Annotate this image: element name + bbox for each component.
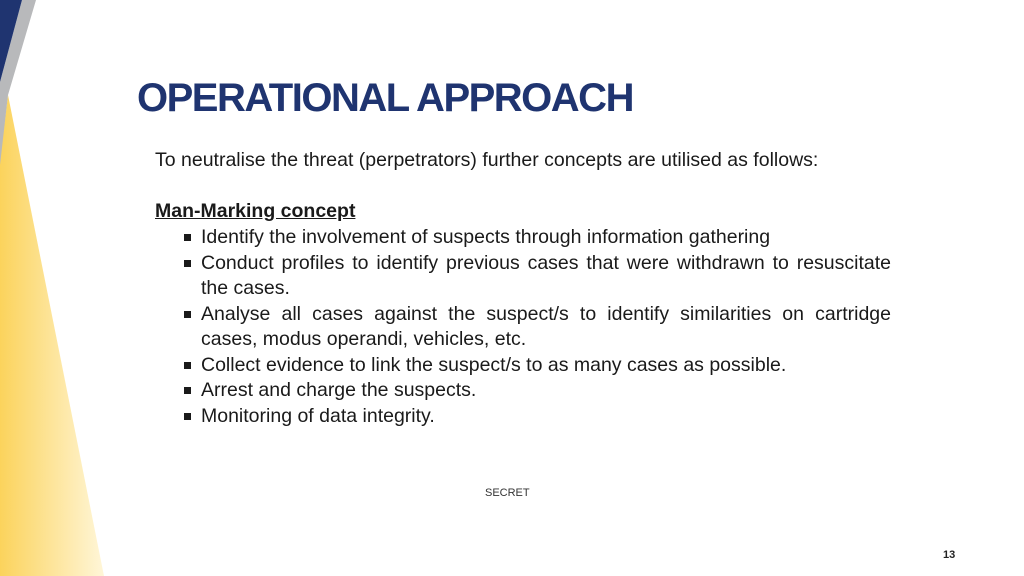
bullet-text: Monitoring of data integrity. bbox=[201, 404, 435, 427]
bullet-item bbox=[183, 225, 891, 251]
square-bullet-icon bbox=[184, 387, 191, 394]
square-bullet-icon bbox=[184, 311, 191, 318]
square-bullet-icon bbox=[184, 234, 191, 241]
square-bullet-icon bbox=[184, 362, 191, 369]
slide-title: OPERATIONAL APPROACH bbox=[137, 76, 633, 120]
bullet-item bbox=[183, 251, 891, 302]
square-bullet-icon bbox=[184, 260, 191, 267]
bullet-text: Arrest and charge the suspects. bbox=[201, 379, 477, 401]
yellow-band bbox=[0, 95, 104, 576]
bullet-text: Identify the involvement of suspects through information gathering bbox=[201, 226, 771, 248]
intro-text: To neutralise the threat (perpetrators) further concepts are utilised as follows: bbox=[155, 149, 819, 171]
bullet-text: Collect evidence to link the suspect/s to as many cases as possible. bbox=[201, 353, 787, 376]
bullet-item bbox=[183, 353, 891, 379]
bullet-item bbox=[183, 378, 891, 404]
bullet-list bbox=[183, 225, 891, 429]
bullet-text: Conduct profiles to identify previous cases that were withdrawn to resuscitate the cases. bbox=[201, 251, 891, 299]
bullet-text: Analyse all cases against the suspect/s to identify similarities on cartridge cases, modus operandi, vehicles, etc. bbox=[201, 302, 891, 350]
classification-label: SECRET bbox=[485, 487, 530, 499]
section-heading: Man-Marking concept bbox=[155, 200, 356, 222]
bullet-item bbox=[183, 302, 891, 353]
page-number: 13 bbox=[943, 549, 956, 561]
bullet-item bbox=[183, 404, 891, 430]
square-bullet-icon bbox=[184, 413, 191, 420]
